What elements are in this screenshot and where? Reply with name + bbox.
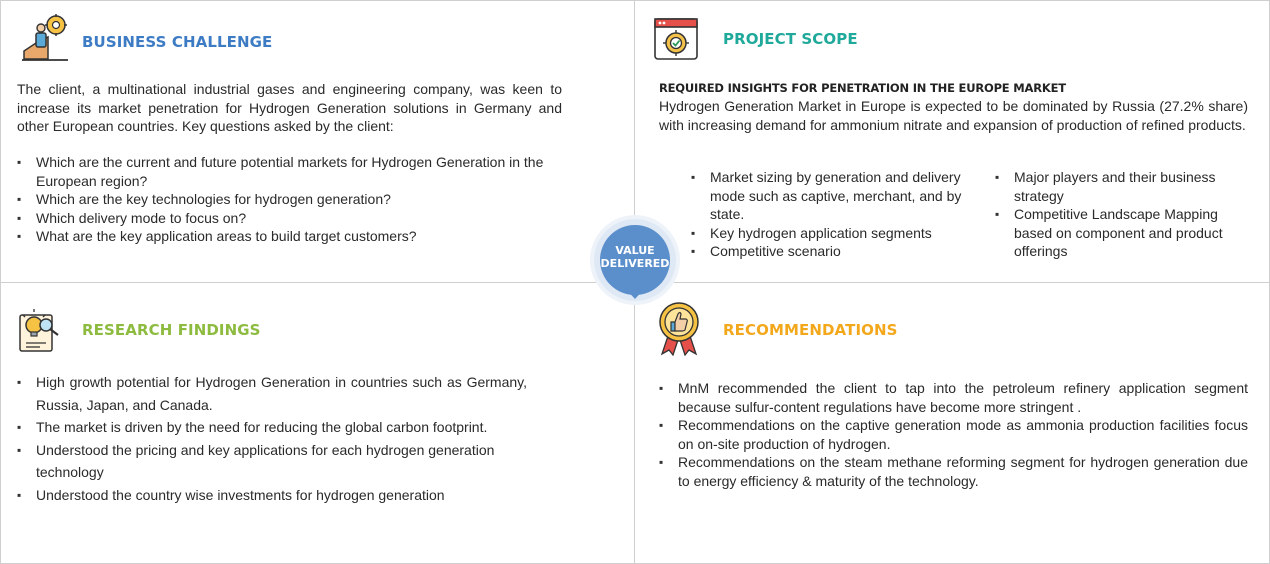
recommendations-section	[635, 283, 1270, 564]
recommendations-list	[659, 379, 1248, 490]
badge-line-2: DELIVERED	[600, 257, 670, 270]
list-item: ▪ Competitive scenario	[691, 242, 987, 261]
project-scope-section	[635, 0, 1270, 282]
list-item: ▪ Competitive Landscape Mapping based on component and product offerings	[995, 205, 1250, 261]
value-delivered-badge	[570, 215, 700, 310]
scope-summary: Hydrogen Generation Market in Europe is expected to be dominated by Russia (27.2% share) with increasing demand for ammonium nitrate and expansion of production of refined products.	[659, 98, 1248, 133]
list-item: ▪ Which delivery mode to focus on?	[17, 209, 562, 228]
list-item: ▪ Recommendations on the steam methane reforming segment for hydrogen generation due to energy efficiency & maturity of the technology.	[659, 453, 1248, 490]
list-item: ▪ High growth potential for Hydrogen Generation in countries such as Germany, Russia, Japan, and Canada.	[17, 371, 527, 416]
list-item: ▪ Key hydrogen application segments	[691, 224, 987, 243]
list-item: ▪ The market is driven by the need for reducing the global carbon footprint.	[17, 416, 527, 439]
list-item: ▪ Understood the country wise investments for hydrogen generation	[17, 484, 527, 507]
list-item: ▪ MnM recommended the client to tap into the petroleum refinery application segment because sulfur-content regulations have become more stringent .	[659, 379, 1248, 416]
scope-right-list	[995, 168, 1250, 261]
business-challenge-section	[0, 0, 634, 282]
section-title: RECOMMENDATIONS	[723, 321, 898, 339]
section-title: RESEARCH FINDINGS	[82, 321, 261, 339]
findings-list	[17, 371, 527, 506]
key-questions-list	[17, 153, 562, 246]
list-item: ▪ Recommendations on the captive generation mode as ammonia production facilities focus on on-site production of hydrogen.	[659, 416, 1248, 453]
badge-pointer	[624, 287, 646, 299]
badge-line-1: VALUE	[615, 244, 655, 257]
list-item: ▪ Which are the current and future potential markets for Hydrogen Generation in the European region?	[17, 153, 562, 190]
list-item: ▪ Market sizing by generation and delivery mode such as captive, merchant, and by state.	[691, 168, 987, 224]
list-item: ▪ What are the key application areas to build target customers?	[17, 227, 562, 246]
list-item: ▪ Understood the pricing and key applications for each hydrogen generation technology	[17, 439, 527, 484]
business-person-icon	[18, 13, 68, 63]
section-title: PROJECT SCOPE	[723, 30, 858, 48]
target-browser-icon	[652, 15, 702, 65]
challenge-intro: The client, a multinational industrial gases and engineering company, was keen to increase its market penetration for Hydrogen Generation solutions in Germany and other European countries. Key questions asked by the client:	[17, 81, 562, 134]
research-findings-section	[0, 283, 634, 564]
lightbulb-document-icon	[14, 305, 64, 355]
badge-label	[600, 244, 670, 270]
list-item: ▪ Which are the key technologies for hydrogen generation?	[17, 190, 562, 209]
section-title: BUSINESS CHALLENGE	[82, 33, 273, 51]
scope-left-list	[691, 168, 987, 261]
scope-subtitle: REQUIRED INSIGHTS FOR PENETRATION IN THE EUROPE MARKET	[659, 81, 1066, 95]
list-item: ▪ Major players and their business strategy	[995, 168, 1250, 205]
